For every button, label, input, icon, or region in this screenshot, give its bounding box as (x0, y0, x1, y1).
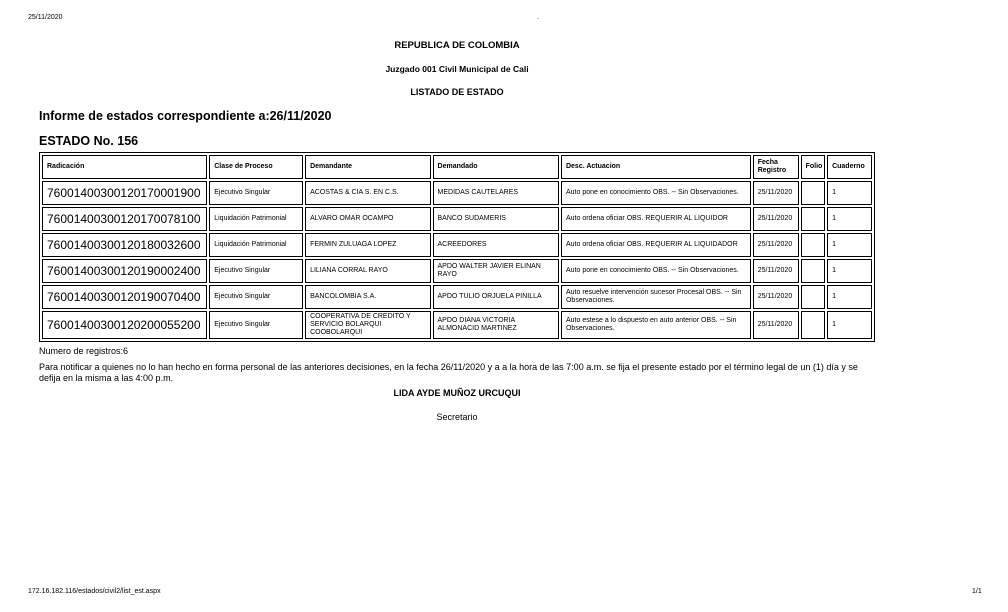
table-row (42, 311, 872, 339)
cell-radicacion: 76001400300120170078100 (42, 207, 207, 231)
cell-clase: Ejecutivo Singular (209, 285, 303, 309)
cell-actuacion: Auto resuelve intervención sucesor Procesal OBS. -- Sin Observaciones. (561, 285, 751, 309)
cell-folio (801, 207, 825, 231)
cell-demandante: LILIANA CORRAL RAYO (305, 259, 430, 283)
signer-name: LIDA AYDE MUÑOZ URCUQUI (393, 388, 521, 398)
cell-actuacion: Auto pone en conocimiento OBS. -- Sin Observaciones. (561, 181, 751, 205)
cell-cuaderno: 1 (827, 259, 872, 283)
column-header-demandante: Demandante (305, 155, 430, 179)
cell-folio (801, 259, 825, 283)
cell-clase: Ejecutivo Singular (209, 311, 303, 339)
cell-demandado: APDO DIANA VICTORIA ALMONACID MARTINEZ (433, 311, 559, 339)
cell-cuaderno: 1 (827, 311, 872, 339)
estado-title: ESTADO No. 156 (39, 134, 139, 148)
column-header-cuaderno: Cuaderno (827, 155, 872, 179)
cell-clase: Liquidación Patrimonial (209, 207, 303, 231)
cell-radicacion: 76001400300120180032600 (42, 233, 207, 257)
cell-demandante: FERMIN ZULUAGA LOPEZ (305, 233, 430, 257)
cell-cuaderno: 1 (827, 285, 872, 309)
record-count: Numero de registros:6 (39, 346, 129, 356)
estados-table (39, 152, 875, 342)
cell-demandado: MEDIDAS CAUTELARES (433, 181, 559, 205)
column-header-folio: Folio (801, 155, 825, 179)
list-title: LISTADO DE ESTADO (410, 87, 504, 97)
cell-cuaderno: 1 (827, 181, 872, 205)
cell-demandante: ALVARO OMAR OCAMPO (305, 207, 430, 231)
cell-fecha: 25/11/2020 (753, 311, 799, 339)
cell-demandado: ACREEDORES (433, 233, 559, 257)
table-row (42, 233, 872, 257)
cell-clase: Ejecutivo Singular (209, 181, 303, 205)
signer-role: Secretario (436, 412, 478, 422)
column-header-demandado: Demandado (433, 155, 559, 179)
table-row (42, 207, 872, 231)
report-title: Informe de estados correspondiente a:26/11/2020 (39, 109, 332, 123)
cell-demandado: APDO TULIO ORJUELA PINILLA (433, 285, 559, 309)
cell-fecha: 25/11/2020 (753, 207, 799, 231)
cell-cuaderno: 1 (827, 233, 872, 257)
cell-cuaderno: 1 (827, 207, 872, 231)
cell-folio (801, 311, 825, 339)
cell-fecha: 25/11/2020 (753, 233, 799, 257)
cell-actuacion: Auto ordena oficiar OBS. REQUERIR AL LIQUIDOR (561, 207, 751, 231)
column-header-actuacion: Desc. Actuacion (561, 155, 751, 179)
table-header-row (42, 155, 872, 179)
cell-demandado: APDO WALTER JAVIER ELINAN RAYO (433, 259, 559, 283)
page-number: 1/1 (972, 588, 982, 595)
cell-radicacion: 760014003001201700019​00 (42, 181, 207, 205)
table-row (42, 259, 872, 283)
column-header-fecha: Fecha Registro (753, 155, 799, 179)
print-date: 25/11/2020 (28, 14, 63, 21)
cell-radicacion: 76001400300120190070400 (42, 285, 207, 309)
cell-radicacion: 76001400300120190002400 (42, 259, 207, 283)
cell-folio (801, 233, 825, 257)
cell-actuacion: Auto estese a lo dispuesto en auto anterior OBS. -- Sin Observaciones. (561, 311, 751, 339)
cell-demandado: BANCO SUDAMERIS (433, 207, 559, 231)
column-header-clase: Clase de Proceso (209, 155, 303, 179)
cell-fecha: 25/11/2020 (753, 259, 799, 283)
table-row (42, 285, 872, 309)
cell-clase: Ejecutivo Singular (209, 259, 303, 283)
cell-demandante: COOPERATIVA DE CREDITO Y SERVICIO BOLARQUI COOBOLARQUI (305, 311, 430, 339)
table-row (42, 181, 872, 205)
cell-actuacion: Auto ordena oficiar OBS. REQUERIR AL LIQUIDADOR (561, 233, 751, 257)
cell-demandante: BANCOLOMBIA S.A. (305, 285, 430, 309)
court-heading: Juzgado 001 Civil Municipal de Cali (385, 64, 529, 74)
print-mark: . (537, 14, 539, 21)
cell-clase: Liquidación Patrimonial (209, 233, 303, 257)
cell-fecha: 25/11/2020 (753, 285, 799, 309)
page-url: 172.16.182.116/estados/civil2/list_est.aspx (28, 588, 161, 595)
cell-actuacion: Auto pone en conocimiento OBS. -- Sin Observaciones. (561, 259, 751, 283)
cell-folio (801, 181, 825, 205)
notification-text: Para notificar a quienes no lo han hecho en forma personal de las anteriores decisiones, en la fecha 26/11/2020 y a a la hora de las 7:00 a.m. se fija el presente estado por el término legal de un (1) día y se defija en la misma a las 4:00 p.m. (39, 362, 858, 383)
cell-radicacion: 76001400300120200055200 (42, 311, 207, 339)
republic-heading: REPUBLICA DE COLOMBIA (394, 40, 520, 51)
cell-demandante: ACOSTAS & CIA S. EN C.S. (305, 181, 430, 205)
column-header-radicacion: Radicación (42, 155, 207, 179)
cell-fecha: 25/11/2020 (753, 181, 799, 205)
cell-folio (801, 285, 825, 309)
